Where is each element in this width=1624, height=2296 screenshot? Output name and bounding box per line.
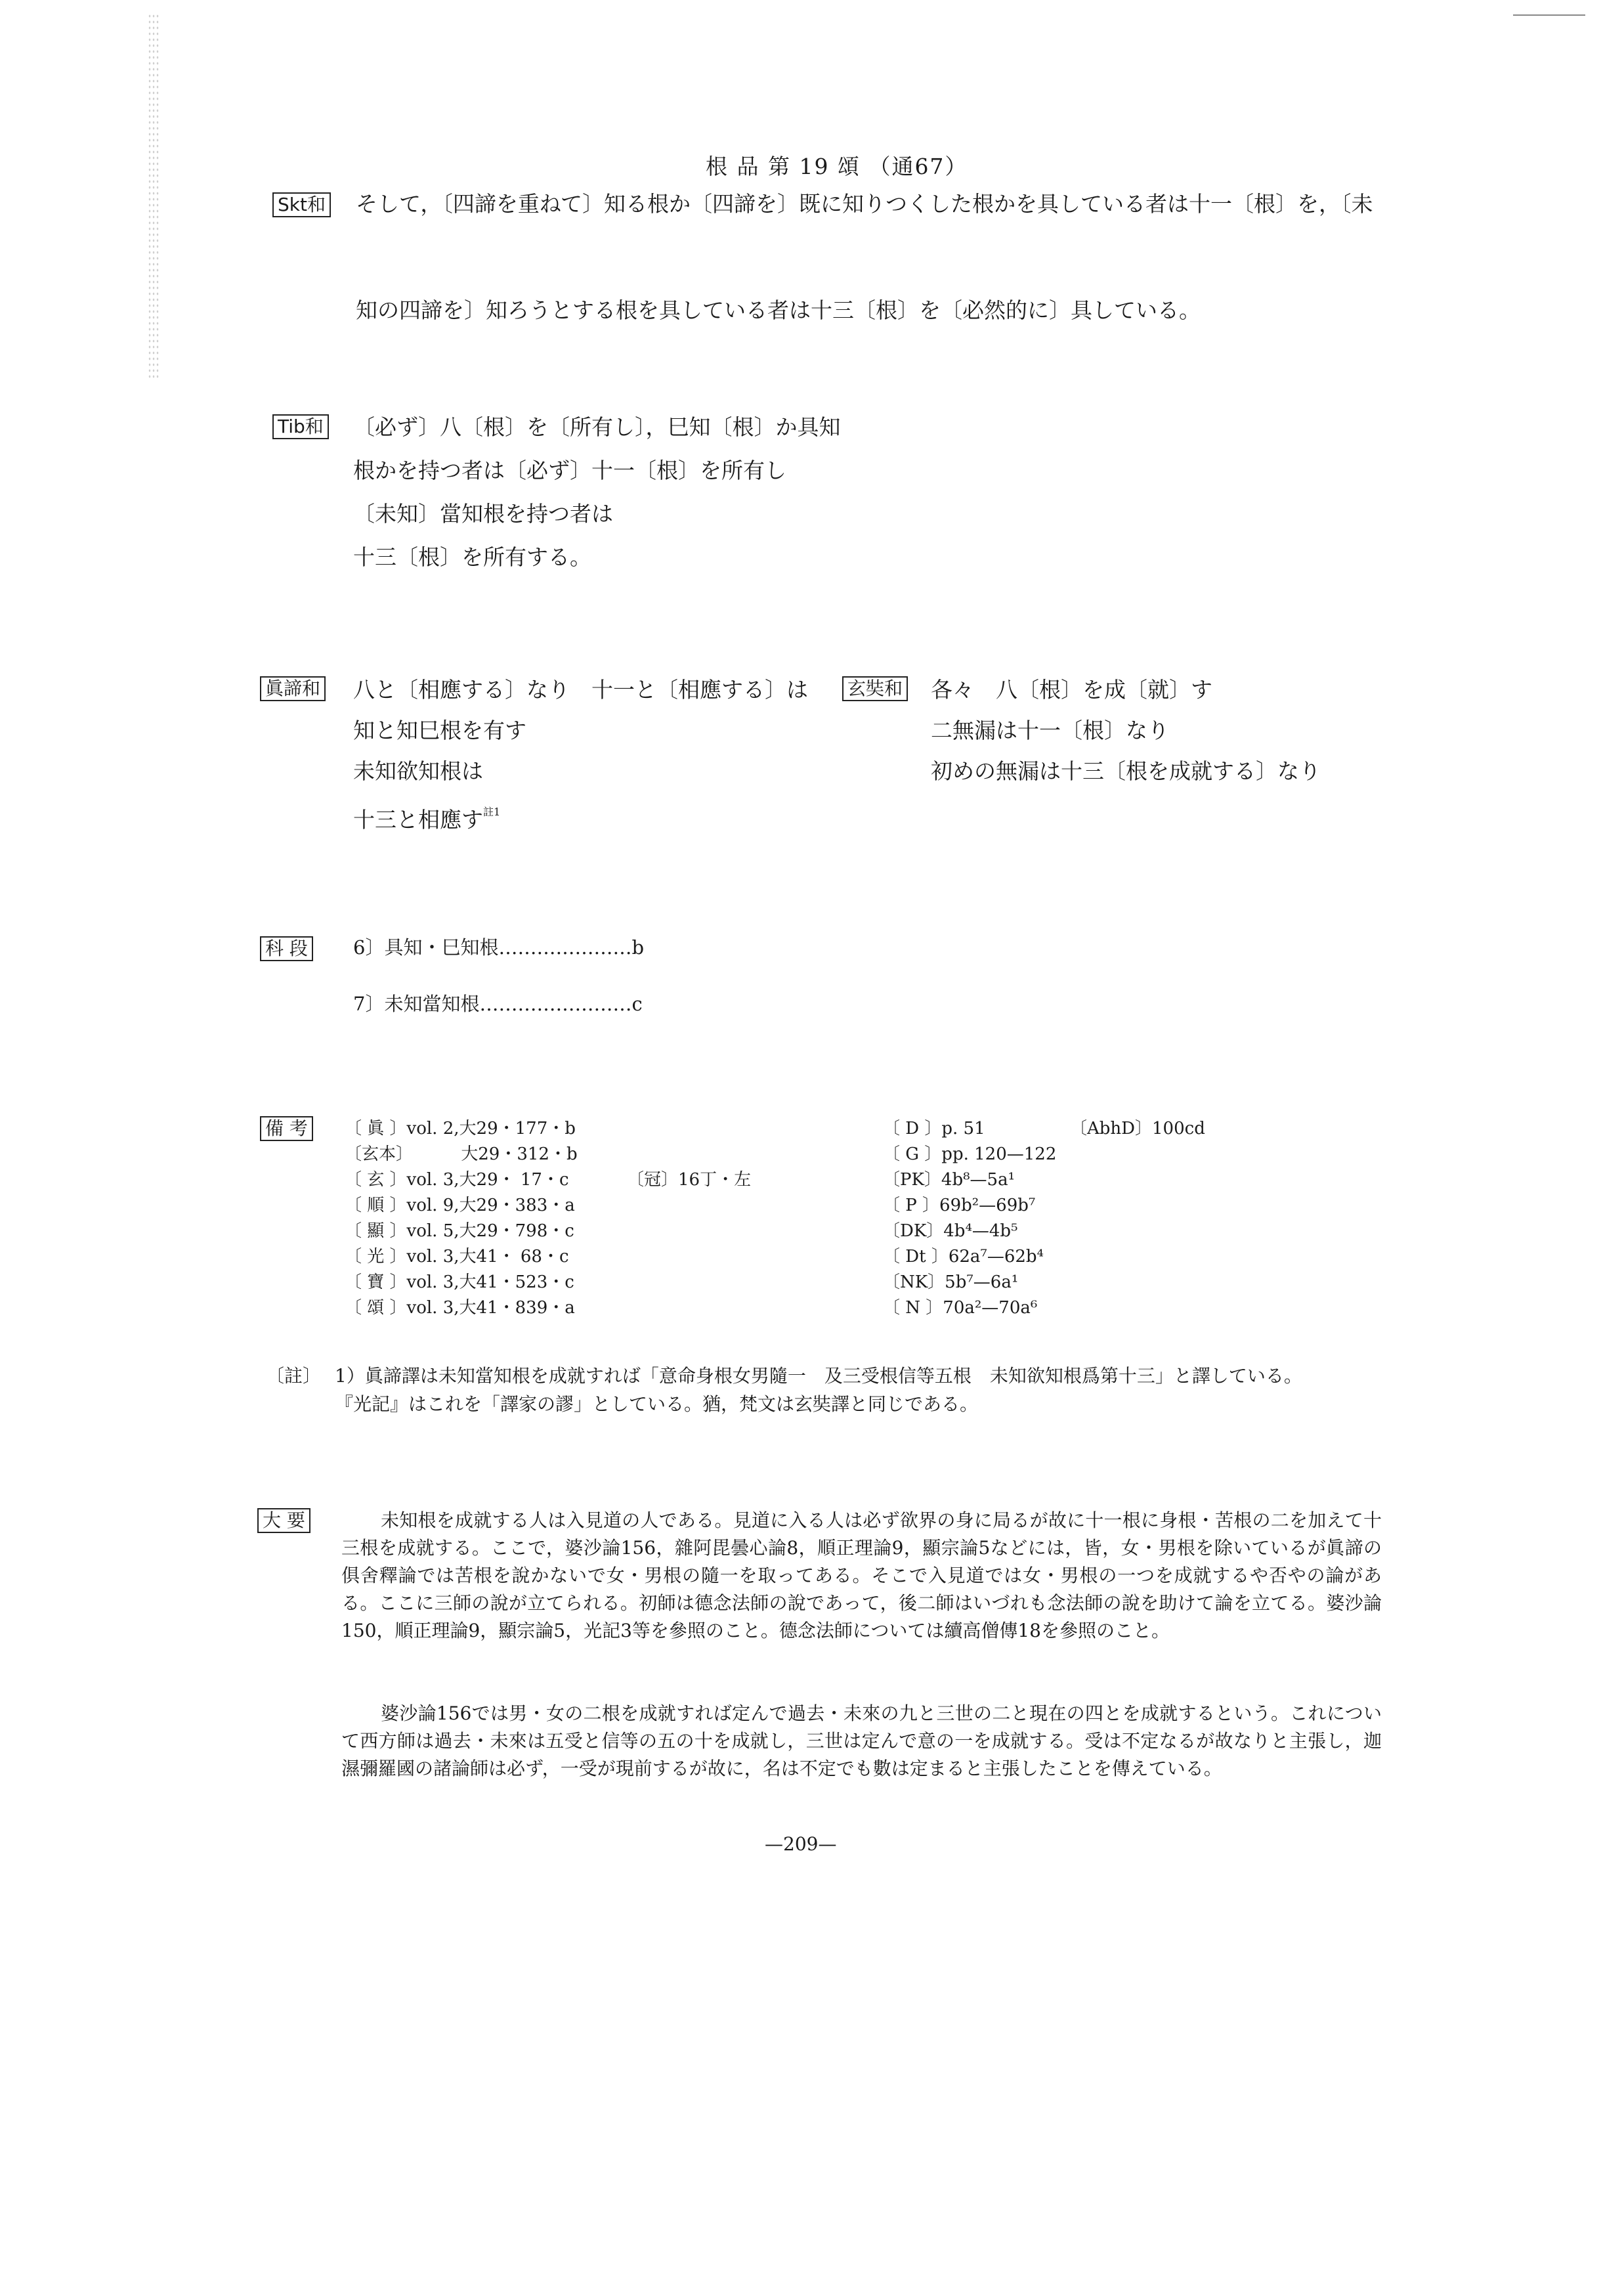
biko-left-row: 〔 顯 〕vol. 5,大29・798・c [345,1221,574,1241]
biko-left-row: 〔 頌 〕vol. 3,大41・839・a [345,1298,575,1318]
biko-left-list [345,1116,578,1321]
skt-line-2: 知の四諦を〕知ろうとする根を具している者は十三〔根〕を〔必然的に〕具している。 [356,297,1201,323]
biko-left-row: 〔 寶 〕vol. 3,大41・523・c [345,1272,574,1292]
kadan-item-2: 7〕未知當知根……………………c [353,993,643,1015]
biko-right-row: 〔DK〕4b⁴—4b⁵ [883,1221,1018,1241]
note-1-line-2: 『光記』はこれを「譯家の謬」としている。猶，梵文は玄奘譯と同じである。 [335,1393,979,1415]
page-number: —209— [765,1833,837,1855]
biko-abhd: 〔AbhD〕100cd [1070,1119,1205,1138]
biko-left-row: 〔 光 〕vol. 3,大41・ 68・c [345,1247,569,1267]
section-tag-biko: 備 考 [260,1116,313,1141]
kadan-item-1: 6〕具知・巳知根…………………b [353,936,645,959]
biko-right-row: 〔 D 〕p. 51 [883,1119,985,1138]
biko-kan: 〔冠〕16丁・左 [627,1170,752,1190]
biko-right-row: 〔 P 〕69b²—69b⁷ [883,1196,1036,1215]
biko-left-row: 〔 順 〕vol. 9,大29・383・a [345,1196,575,1215]
xuanzang-line-1: 各々 八〔根〕を成〔就〕す [931,677,1212,703]
section-tag-skt: Skt和 [272,192,331,217]
xuanzang-line-2: 二無漏は十一〔根〕なり [931,718,1169,743]
section-tag-tib: Tib和 [272,414,329,439]
section-tag-paramartha: 眞諦和 [260,676,326,701]
tib-line-2: 根かを持つ者は〔必ず〕十一〔根〕を所有し [353,458,786,483]
scan-edge-mark [1513,14,1585,16]
biko-left-row: 〔 玄 〕vol. 3,大29・ 17・c [345,1170,569,1190]
taiyo-paragraph-2: 婆沙論156では男・女の二根を成就すれば定んで過去・未來の九と三世の二と現在の四とを成就するという。これについて西方師は過去・未來は五受と信等の五の十を成就し，三世は定んで意の一を成就する。受は不定なるが故なりと主張し，迦濕彌羅國の諸論師は必ず，一受が現前するが故に，名は不定でも數は定まると主張したことを傳えている。 [341,1702,1382,1779]
biko-right-row: 〔NK〕5b⁷—6a¹ [883,1272,1019,1292]
paramartha-line-3: 未知欲知根は [353,758,483,784]
biko-left-row: 〔 眞 〕vol. 2,大29・177・b [345,1119,576,1138]
notes-tag: 〔註〕 [266,1365,322,1387]
section-tag-kadan: 科 段 [260,936,313,961]
tib-line-4: 十三〔根〕を所有する。 [353,544,591,570]
biko-right-row: 〔 G 〕pp. 120—122 [883,1144,1057,1164]
section-tag-taiyo: 大 要 [257,1508,310,1533]
skt-line-1: そして，〔四諦を重ねて〕知る根か〔四諦を〕既に知りつくした根かを具している者は十一〔根〕を，〔未 [356,191,1373,217]
paramartha-line-1: 八と〔相應する〕なり 十一と〔相應する〕は [353,677,808,703]
note-1-line-1: 1）眞諦譯は未知當知根を成就すれば「意命身根女男隨一 及三受根信等五根 未知欲知根爲第十三」と譯している。 [335,1365,1302,1387]
xuanzang-line-3: 初めの無漏は十三〔根を成就する〕なり [931,758,1321,784]
taiyo-paragraph-1: 未知根を成就する人は入見道の人である。見道に入る人は必ず欲界の身に局るが故に十一根に身根・苦根の二を加えて十三根を成就する。ここで，婆沙論156，雜阿毘曇心論8，順正理論9，顯宗論5などには，皆，女・男根を除いているが眞諦の俱舍釋論では苦根を說かないで女・男根の隨一を取ってある。そこで入見道では女・男根の一つを成就するや否やの論がある。ここに三師の說が立てられる。初師は德念法師の說であって，後二師はいづれも念法師の說を助けて論を立てる。婆沙論150，順正理論9，顯宗論5，光記3等を參照のこと。德念法師については續高僧傳18を參照のこと。 [341,1509,1382,1641]
biko-right-list [883,1116,1056,1321]
tib-line-1: 〔必ず〕八〔根〕を〔所有し〕，巳知〔根〕か具知 [353,414,841,440]
paramartha-line-4 [353,799,500,833]
biko-right-row: 〔 N 〕70a²—70a⁶ [883,1298,1038,1318]
paramartha-line-2: 知と知巳根を有す [353,718,526,743]
page-title: 根 品 第 19 頌 （通67） [706,154,968,179]
scan-noise [148,13,160,381]
biko-right-row: 〔PK〕4b⁸—5a¹ [883,1170,1015,1190]
footnote-marker: 註1 [483,806,501,818]
paramartha-line-4-text: 十三と相應す [353,807,483,833]
section-tag-xuanzang: 玄奘和 [842,676,908,701]
biko-left-row: 〔玄本〕 大29・312・b [345,1144,578,1164]
tib-line-3: 〔未知〕當知根を持つ者は [353,501,613,527]
biko-right-row: 〔 Dt 〕62a⁷—62b⁴ [883,1247,1044,1267]
